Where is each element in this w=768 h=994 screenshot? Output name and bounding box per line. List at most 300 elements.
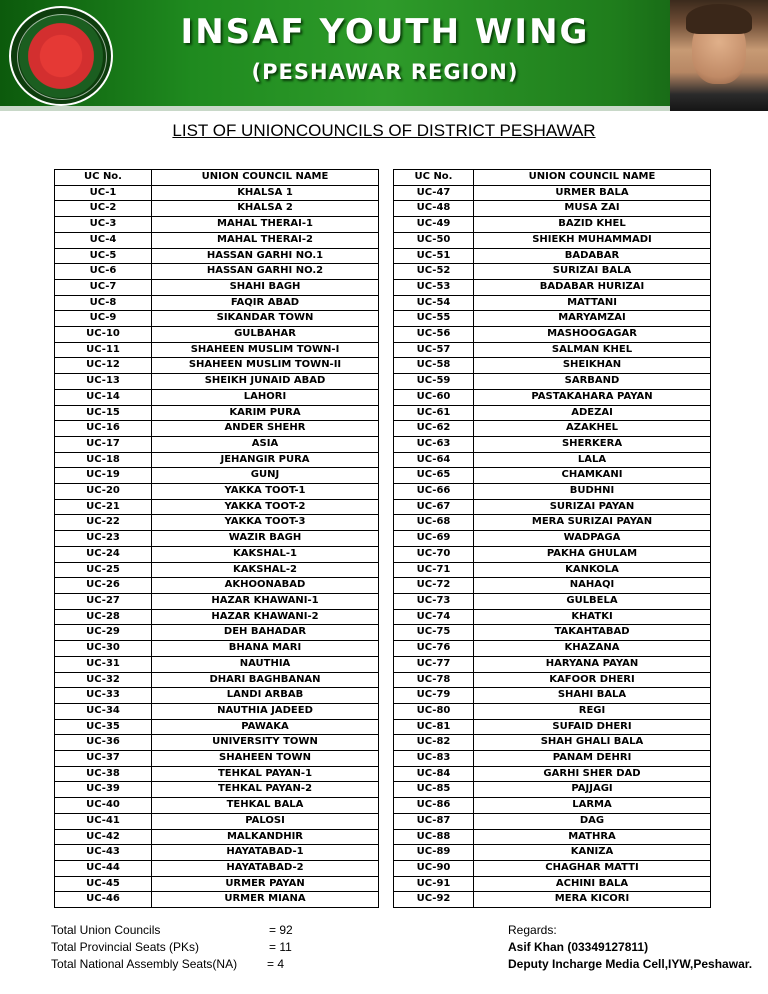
uc-name: SURIZAI PAYAN (474, 499, 711, 515)
uc-name: SHAHEEN TOWN (152, 751, 379, 767)
uc-name: KHATKI (474, 609, 711, 625)
uc-number: UC-10 (55, 327, 152, 343)
table-row (394, 389, 711, 405)
uc-number: UC-52 (394, 264, 474, 280)
uc-name: GUNJ (152, 468, 379, 484)
uc-number: UC-12 (55, 358, 152, 374)
uc-name: AZAKHEL (474, 421, 711, 437)
table-row (394, 813, 711, 829)
table-row (55, 436, 379, 452)
right-table-body (394, 185, 711, 907)
uc-name: SHAH GHALI BALA (474, 735, 711, 751)
table-row (394, 829, 711, 845)
uc-number: UC-77 (394, 656, 474, 672)
uc-name: MAHAL THERAI-2 (152, 232, 379, 248)
table-row (55, 703, 379, 719)
table-row (394, 201, 711, 217)
total-provincial-seats-value: = 11 (269, 940, 292, 954)
table-row (55, 327, 379, 343)
uc-number: UC-65 (394, 468, 474, 484)
table-row (55, 452, 379, 468)
table-row (55, 531, 379, 547)
uc-number: UC-75 (394, 625, 474, 641)
uc-number: UC-89 (394, 845, 474, 861)
table-row (55, 798, 379, 814)
table-row (394, 264, 711, 280)
uc-number: UC-15 (55, 405, 152, 421)
table-row (394, 766, 711, 782)
uc-name: PASTAKAHARA PAYAN (474, 389, 711, 405)
table-row (55, 751, 379, 767)
uc-number: UC-16 (55, 421, 152, 437)
uc-number: UC-47 (394, 185, 474, 201)
uc-number: UC-55 (394, 311, 474, 327)
uc-number: UC-83 (394, 751, 474, 767)
uc-number: UC-69 (394, 531, 474, 547)
uc-name: BUDHNI (474, 484, 711, 500)
uc-number: UC-54 (394, 295, 474, 311)
table-row (394, 295, 711, 311)
uc-number: UC-27 (55, 593, 152, 609)
uc-name: MAHAL THERAI-1 (152, 217, 379, 233)
table-row (55, 421, 379, 437)
uc-number: UC-4 (55, 232, 152, 248)
uc-no-header: UC No. (55, 170, 152, 186)
uc-name: SALMAN KHEL (474, 342, 711, 358)
uc-number: UC-62 (394, 421, 474, 437)
table-row (55, 358, 379, 374)
uc-number: UC-76 (394, 641, 474, 657)
uc-number: UC-49 (394, 217, 474, 233)
total-union-councils-value: = 92 (269, 923, 293, 937)
table-row (55, 232, 379, 248)
uc-name: CHAMKANI (474, 468, 711, 484)
uc-name: KAKSHAL-2 (152, 562, 379, 578)
uc-number: UC-6 (55, 264, 152, 280)
uc-name: JEHANGIR PURA (152, 452, 379, 468)
uc-name: WADPAGA (474, 531, 711, 547)
header-title: INSAF YOUTH WING (180, 12, 590, 52)
table-row (55, 342, 379, 358)
uc-number: UC-11 (55, 342, 152, 358)
table-row (394, 515, 711, 531)
total-na-seats-value: = 4 (267, 957, 285, 971)
uc-name: BADABAR (474, 248, 711, 264)
table-row (394, 342, 711, 358)
uc-name: HAZAR KHAWANI-1 (152, 593, 379, 609)
table-row (394, 311, 711, 327)
uc-name: ADEZAI (474, 405, 711, 421)
uc-number: UC-21 (55, 499, 152, 515)
uc-name: DHARI BAGHBANAN (152, 672, 379, 688)
table-row (394, 578, 711, 594)
signatory-name: Asif Khan (03349127811) (508, 940, 649, 954)
table-row (55, 782, 379, 798)
total-provincial-seats-label: Total Provincial Seats (PKs) (51, 940, 200, 954)
uc-name: MALKANDHIR (152, 829, 379, 845)
uc-number: UC-74 (394, 609, 474, 625)
uc-number: UC-73 (394, 593, 474, 609)
table-row (394, 892, 711, 908)
table-row (394, 798, 711, 814)
uc-name: KHAZANA (474, 641, 711, 657)
uc-name: AKHOONABAD (152, 578, 379, 594)
table-row (394, 531, 711, 547)
uc-name: SHAHEEN MUSLIM TOWN-I (152, 342, 379, 358)
uc-number: UC-3 (55, 217, 152, 233)
table-row (394, 436, 711, 452)
uc-name: TEHKAL BALA (152, 798, 379, 814)
uc-number: UC-87 (394, 813, 474, 829)
uc-number: UC-64 (394, 452, 474, 468)
uc-name: URMER PAYAN (152, 876, 379, 892)
uc-number: UC-8 (55, 295, 152, 311)
table-row (55, 468, 379, 484)
table-row (55, 735, 379, 751)
table-row (394, 876, 711, 892)
uc-number: UC-31 (55, 656, 152, 672)
uc-number: UC-25 (55, 562, 152, 578)
table-row (55, 641, 379, 657)
uc-number: UC-5 (55, 248, 152, 264)
uc-number: UC-1 (55, 185, 152, 201)
uc-number: UC-61 (394, 405, 474, 421)
uc-name: BHANA MARI (152, 641, 379, 657)
uc-number: UC-38 (55, 766, 152, 782)
uc-name: WAZIR BAGH (152, 531, 379, 547)
uc-number: UC-2 (55, 201, 152, 217)
uc-name: TAKAHTABAD (474, 625, 711, 641)
uc-name: MASHOOGAGAR (474, 327, 711, 343)
uc-name: LALA (474, 452, 711, 468)
total-union-councils-label: Total Union Councils (51, 923, 161, 937)
uc-number: UC-7 (55, 279, 152, 295)
uc-name: SHAHI BAGH (152, 279, 379, 295)
table-header-row (394, 170, 711, 186)
uc-number: UC-33 (55, 688, 152, 704)
uc-name: LAHORI (152, 389, 379, 405)
table-row (394, 735, 711, 751)
table-row (55, 688, 379, 704)
uc-number: UC-53 (394, 279, 474, 295)
table-row (55, 829, 379, 845)
uc-name: NAUTHIA (152, 656, 379, 672)
table-row (394, 374, 711, 390)
table-row (394, 656, 711, 672)
portrait-hair (686, 4, 752, 34)
uc-number: UC-45 (55, 876, 152, 892)
table-row (55, 656, 379, 672)
uc-number: UC-50 (394, 232, 474, 248)
uc-number: UC-88 (394, 829, 474, 845)
table-row (55, 813, 379, 829)
uc-number: UC-81 (394, 719, 474, 735)
table-row (55, 279, 379, 295)
logo-ring (17, 14, 107, 100)
uc-number: UC-82 (394, 735, 474, 751)
table-row (394, 279, 711, 295)
uc-number: UC-26 (55, 578, 152, 594)
uc-name: SHEIKH JUNAID ABAD (152, 374, 379, 390)
uc-name: KANKOLA (474, 562, 711, 578)
table-row (55, 860, 379, 876)
uc-name: TEHKAL PAYAN-1 (152, 766, 379, 782)
uc-name: PALOSI (152, 813, 379, 829)
uc-name: KAFOOR DHERI (474, 672, 711, 688)
table-row (394, 499, 711, 515)
table-row (55, 484, 379, 500)
uc-number: UC-91 (394, 876, 474, 892)
uc-name: KHALSA 2 (152, 201, 379, 217)
uc-name: SHAHEEN MUSLIM TOWN-II (152, 358, 379, 374)
uc-name: URMER BALA (474, 185, 711, 201)
uc-name: CHAGHAR MATTI (474, 860, 711, 876)
uc-no-header: UC No. (394, 170, 474, 186)
table-row (394, 782, 711, 798)
uc-number: UC-70 (394, 546, 474, 562)
uc-name: HASSAN GARHI NO.2 (152, 264, 379, 280)
table-row (55, 499, 379, 515)
table-row (394, 452, 711, 468)
uc-number: UC-79 (394, 688, 474, 704)
table-row (394, 185, 711, 201)
table-row (55, 405, 379, 421)
uc-name: TEHKAL PAYAN-2 (152, 782, 379, 798)
uc-number: UC-41 (55, 813, 152, 829)
table-row (55, 845, 379, 861)
table-row (55, 185, 379, 201)
uc-number: UC-84 (394, 766, 474, 782)
uc-number: UC-39 (55, 782, 152, 798)
uc-name: SUFAID DHERI (474, 719, 711, 735)
table-row (394, 719, 711, 735)
uc-number: UC-44 (55, 860, 152, 876)
uc-name: SHIEKH MUHAMMADI (474, 232, 711, 248)
total-na-seats-label: Total National Assembly Seats(NA) (51, 957, 238, 971)
uc-number: UC-36 (55, 735, 152, 751)
table-row (55, 248, 379, 264)
table-row (55, 374, 379, 390)
union-council-table-left (54, 169, 379, 908)
uc-name: UNIVERSITY TOWN (152, 735, 379, 751)
table-row (55, 201, 379, 217)
uc-number: UC-63 (394, 436, 474, 452)
uc-name: FAQIR ABAD (152, 295, 379, 311)
table-row (394, 327, 711, 343)
table-row (55, 515, 379, 531)
uc-number: UC-9 (55, 311, 152, 327)
header-divider (0, 106, 768, 111)
table-row (394, 688, 711, 704)
uc-name: HASSAN GARHI NO.1 (152, 248, 379, 264)
table-row (394, 232, 711, 248)
uc-number: UC-59 (394, 374, 474, 390)
document-title: LIST OF UNIONCOUNCILS OF DISTRICT PESHAWAR (172, 121, 596, 140)
uc-name: MUSA ZAI (474, 201, 711, 217)
signatory-designation: Deputy Incharge Media Cell,IYW,Peshawar. (508, 957, 753, 971)
uc-name: BAZID KHEL (474, 217, 711, 233)
uc-number: UC-92 (394, 892, 474, 908)
uc-name: LARMA (474, 798, 711, 814)
uc-number: UC-68 (394, 515, 474, 531)
regards-text: Regards: (508, 923, 557, 937)
table-row (394, 625, 711, 641)
uc-name: HAYATABAD-1 (152, 845, 379, 861)
table-row (55, 719, 379, 735)
table-row (55, 311, 379, 327)
uc-name: MATTANI (474, 295, 711, 311)
uc-name: BADABAR HURIZAI (474, 279, 711, 295)
table-row (394, 484, 711, 500)
table-row (55, 295, 379, 311)
table-row (394, 593, 711, 609)
uc-number: UC-24 (55, 546, 152, 562)
table-row (394, 405, 711, 421)
uc-number: UC-58 (394, 358, 474, 374)
uc-number: UC-60 (394, 389, 474, 405)
table-row (394, 641, 711, 657)
table-row (55, 892, 379, 908)
uc-number: UC-86 (394, 798, 474, 814)
uc-name: YAKKA TOOT-2 (152, 499, 379, 515)
uc-number: UC-35 (55, 719, 152, 735)
uc-number: UC-14 (55, 389, 152, 405)
uc-number: UC-28 (55, 609, 152, 625)
table-row (394, 562, 711, 578)
uc-name: PAWAKA (152, 719, 379, 735)
table-row (55, 562, 379, 578)
uc-name: KANIZA (474, 845, 711, 861)
uc-number: UC-80 (394, 703, 474, 719)
table-row (394, 248, 711, 264)
uc-number: UC-34 (55, 703, 152, 719)
table-row (394, 860, 711, 876)
uc-number: UC-85 (394, 782, 474, 798)
uc-name: DAG (474, 813, 711, 829)
table-row (394, 358, 711, 374)
uc-name: NAUTHIA JADEED (152, 703, 379, 719)
table-row (394, 468, 711, 484)
table-row (55, 546, 379, 562)
uc-number: UC-43 (55, 845, 152, 861)
header-subtitle: (PESHAWAR REGION) (251, 60, 519, 84)
table-row (394, 546, 711, 562)
uc-number: UC-40 (55, 798, 152, 814)
uc-name: SIKANDAR TOWN (152, 311, 379, 327)
uc-name: DEH BAHADAR (152, 625, 379, 641)
uc-name: PAKHA GHULAM (474, 546, 711, 562)
table-row (394, 672, 711, 688)
uc-name: MARYAMZAI (474, 311, 711, 327)
uc-name: PANAM DEHRI (474, 751, 711, 767)
uc-name: REGI (474, 703, 711, 719)
table-row (394, 845, 711, 861)
uc-number: UC-78 (394, 672, 474, 688)
uc-number: UC-20 (55, 484, 152, 500)
table-row (55, 876, 379, 892)
table-row (394, 609, 711, 625)
uc-number: UC-17 (55, 436, 152, 452)
uc-number: UC-46 (55, 892, 152, 908)
uc-number: UC-19 (55, 468, 152, 484)
uc-name: KHALSA 1 (152, 185, 379, 201)
uc-name: SHEIKHAN (474, 358, 711, 374)
uc-number: UC-66 (394, 484, 474, 500)
uc-name-header: UNION COUNCIL NAME (152, 170, 379, 186)
uc-number: UC-67 (394, 499, 474, 515)
uc-name: MERA KICORI (474, 892, 711, 908)
table-row (55, 389, 379, 405)
uc-number: UC-30 (55, 641, 152, 657)
uc-name: SHERKERA (474, 436, 711, 452)
uc-name: YAKKA TOOT-1 (152, 484, 379, 500)
union-council-table-right (393, 169, 711, 908)
uc-name: SARBAND (474, 374, 711, 390)
left-table-body (55, 185, 379, 907)
uc-name: MERA SURIZAI PAYAN (474, 515, 711, 531)
uc-name-header: UNION COUNCIL NAME (474, 170, 711, 186)
table-row (55, 264, 379, 280)
uc-name: KARIM PURA (152, 405, 379, 421)
uc-number: UC-48 (394, 201, 474, 217)
table-row (55, 672, 379, 688)
uc-number: UC-51 (394, 248, 474, 264)
uc-name: HAZAR KHAWANI-2 (152, 609, 379, 625)
uc-number: UC-71 (394, 562, 474, 578)
uc-name: SURIZAI BALA (474, 264, 711, 280)
table-row (55, 766, 379, 782)
uc-number: UC-23 (55, 531, 152, 547)
uc-name: KAKSHAL-1 (152, 546, 379, 562)
uc-name: SHAHI BALA (474, 688, 711, 704)
table-row (394, 703, 711, 719)
uc-number: UC-29 (55, 625, 152, 641)
uc-number: UC-90 (394, 860, 474, 876)
uc-name: ACHINI BALA (474, 876, 711, 892)
table-row (394, 751, 711, 767)
uc-name: LANDI ARBAB (152, 688, 379, 704)
table-row (55, 625, 379, 641)
uc-name: GULBELA (474, 593, 711, 609)
uc-name: URMER MIANA (152, 892, 379, 908)
uc-number: UC-72 (394, 578, 474, 594)
uc-name: ASIA (152, 436, 379, 452)
uc-number: UC-37 (55, 751, 152, 767)
table-row (55, 217, 379, 233)
uc-name: HAYATABAD-2 (152, 860, 379, 876)
table-row (394, 421, 711, 437)
uc-name: YAKKA TOOT-3 (152, 515, 379, 531)
uc-name: NAHAQI (474, 578, 711, 594)
uc-number: UC-32 (55, 672, 152, 688)
uc-name: GULBAHAR (152, 327, 379, 343)
table-row (55, 593, 379, 609)
table-row (394, 217, 711, 233)
uc-name: ANDER SHEHR (152, 421, 379, 437)
table-header-row (55, 170, 379, 186)
uc-name: PAJJAGI (474, 782, 711, 798)
uc-number: UC-56 (394, 327, 474, 343)
uc-name: MATHRA (474, 829, 711, 845)
uc-name: GARHI SHER DAD (474, 766, 711, 782)
uc-number: UC-57 (394, 342, 474, 358)
table-row (55, 609, 379, 625)
uc-number: UC-22 (55, 515, 152, 531)
table-row (55, 578, 379, 594)
uc-number: UC-42 (55, 829, 152, 845)
uc-number: UC-18 (55, 452, 152, 468)
uc-number: UC-13 (55, 374, 152, 390)
